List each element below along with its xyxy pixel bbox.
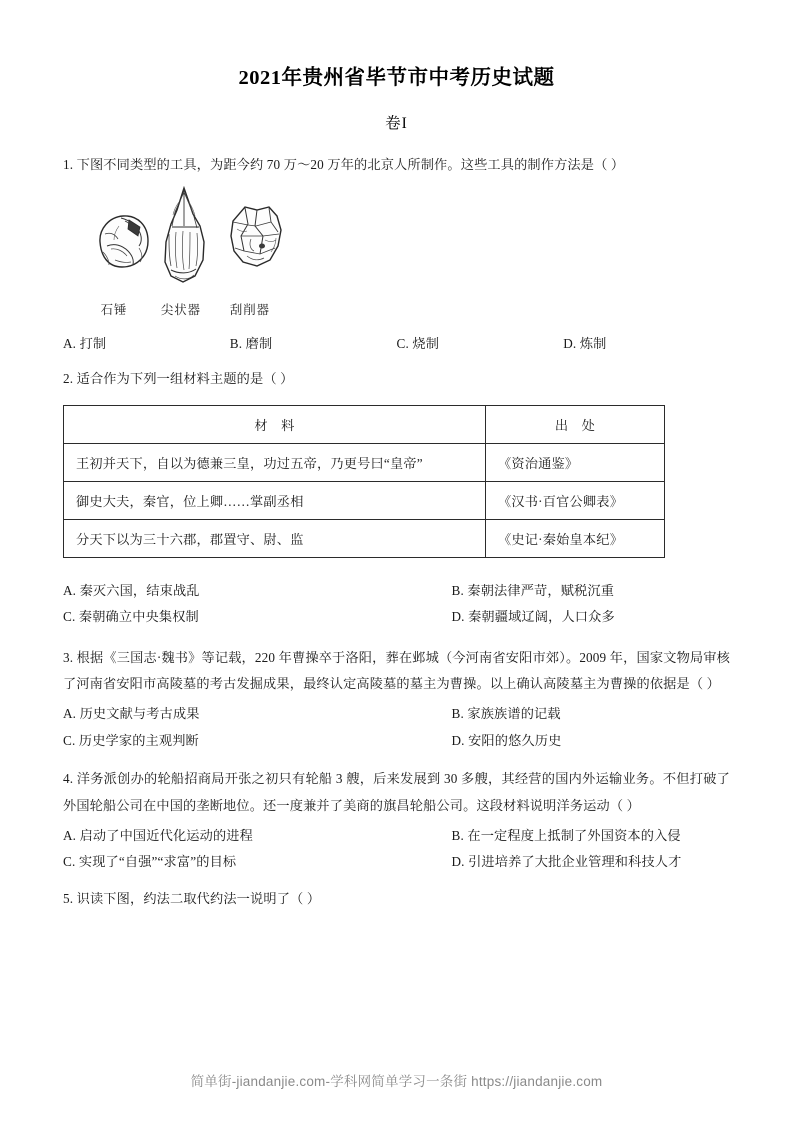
option-1-d-label: D. (563, 336, 577, 351)
option-1-d[interactable] (563, 331, 730, 357)
option-3-d[interactable] (397, 728, 731, 754)
question-2-options (63, 578, 730, 631)
option-4-c-label: C. (63, 854, 76, 870)
option-1-a-label: A. (63, 336, 77, 351)
figure-label-stone-hammer: 石锤 (100, 303, 128, 317)
table-row (64, 481, 665, 519)
question-1-options (63, 331, 730, 357)
option-3-c-text: 历史学家的主观判断 (78, 732, 199, 748)
option-2-b-text: 秦朝法律严苛，赋税沉重 (467, 582, 615, 598)
figure-label-pointed-tool: 尖状器 (160, 303, 202, 317)
option-4-a[interactable] (63, 823, 397, 849)
option-3-c-label: C. (63, 732, 76, 748)
footer-watermark: 简单街-jiandanjie.com-学科网简单学习一条街 https://jiandanjie.com (190, 1074, 603, 1089)
option-4-c[interactable] (63, 849, 397, 875)
option-1-b[interactable] (230, 331, 397, 357)
option-2-c-label: C. (63, 609, 76, 625)
option-3-b[interactable] (397, 701, 731, 727)
option-1-d-text: 炼制 (579, 336, 607, 351)
option-3-a[interactable] (63, 701, 397, 727)
table-cell-material: 分天下以为三十六郡，郡置守、尉、监 (64, 519, 486, 557)
stone-hammer-icon (95, 212, 151, 275)
option-4-b[interactable] (397, 823, 731, 849)
table-cell-source: 《汉书·百官公卿表》 (486, 481, 665, 519)
question-3-options (63, 701, 730, 754)
option-2-b[interactable] (397, 578, 731, 604)
table-cell-source: 《史记·秦始皇本纪》 (486, 519, 665, 557)
option-3-b-text: 家族族谱的记载 (467, 706, 561, 722)
option-2-c-text: 秦朝确立中央集权制 (78, 609, 199, 625)
option-1-b-text: 磨制 (245, 336, 273, 351)
option-3-b-label: B. (451, 706, 464, 722)
option-4-a-label: A. (63, 828, 77, 844)
option-3-d-label: D. (451, 732, 465, 748)
option-4-a-text: 启动了中国近代化运动的进程 (79, 828, 253, 844)
option-2-b-label: B. (451, 582, 464, 598)
option-4-d-text: 引进培养了大批企业管理和科技人才 (468, 854, 682, 870)
option-2-d-text: 秦朝疆域辽阔，人口众多 (468, 609, 615, 625)
option-1-a[interactable] (63, 331, 230, 357)
option-2-d[interactable] (397, 604, 731, 630)
question-5-stem: 5. 识读下图，约法二取代约法一说明了（ ） (63, 890, 321, 906)
figure-labels (81, 300, 311, 318)
page-title: 2021年贵州省毕节市中考历史试题 (238, 67, 555, 89)
table-row (64, 443, 665, 481)
question-2-stem: 2. 适合作为下列一组材料主题的是（ ） (63, 371, 294, 387)
option-2-c[interactable] (63, 604, 397, 630)
page-content (63, 0, 730, 912)
question-4-options (63, 823, 730, 876)
question-1-figure (81, 186, 311, 318)
option-4-b-text: 在一定程度上抵制了外国资本的入侵 (467, 828, 681, 844)
table-header-source: 出 处 (486, 405, 665, 443)
table-header-material: 材 料 (64, 405, 486, 443)
option-2-d-label: D. (451, 609, 465, 625)
option-1-a-text: 打制 (79, 336, 107, 351)
question-3-stem: 3. 根据《三国志·魏书》等记载，220 年曹操卒于洛阳，葬在邺城（今河南省安阳市郊）。2009 年，国家文物局审核了河南省安阳市高陵墓的考古发掘成果，最终认定高陵墓的墓主为曹操。以上确认高陵墓主为曹操的依据是（ ） (63, 649, 730, 692)
option-2-a[interactable] (63, 578, 397, 604)
table-header-row (64, 405, 665, 443)
figure-label-scraper: 刮削器 (229, 303, 271, 317)
paper-section-label: 卷I (385, 114, 408, 132)
option-4-d[interactable] (397, 849, 731, 875)
question-2-source-table (63, 405, 665, 558)
option-3-d-text: 安阳的悠久历史 (468, 732, 562, 748)
option-4-c-text: 实现了“自强”“求富”的目标 (78, 854, 237, 870)
option-4-d-label: D. (451, 854, 465, 870)
pointed-tool-icon (159, 186, 211, 291)
option-4-b-label: B. (451, 828, 464, 844)
table-row (64, 519, 665, 557)
option-1-c-text: 烧制 (412, 336, 440, 351)
table-cell-material: 王初并天下，自以为德兼三皇，功过五帝，乃更号曰“皇帝” (64, 443, 486, 481)
stone-tools-illustration (81, 186, 311, 298)
option-3-a-text: 历史文献与考古成果 (79, 706, 200, 722)
option-3-a-label: A. (63, 706, 77, 722)
table-cell-material: 御史大夫，秦官，位上卿……掌副丞相 (64, 481, 486, 519)
option-1-c[interactable] (397, 331, 564, 357)
option-1-c-label: C. (396, 336, 409, 351)
option-1-b-label: B. (229, 336, 243, 351)
option-2-a-label: A. (63, 582, 77, 598)
scraper-tool-icon (227, 204, 285, 275)
question-4-stem: 4. 洋务派创办的轮船招商局开张之初只有轮船 3 艘，后来发展到 30 多艘，其经营的国内外运输业务。不但打破了外国轮船公司在中国的垄断地位。还一度兼并了美商的旗昌轮船公司。这段材料说明洋务运动（ ） (63, 771, 730, 813)
option-2-a-text: 秦灭六国，结束战乱 (79, 582, 200, 598)
question-1-stem: 1. 下图不同类型的工具，为距今约 70 万～20 万年的北京人所制作。这些工具的制作方法是（ ） (63, 156, 625, 172)
table-cell-source: 《资治通鉴》 (486, 443, 665, 481)
option-3-c[interactable] (63, 728, 397, 754)
